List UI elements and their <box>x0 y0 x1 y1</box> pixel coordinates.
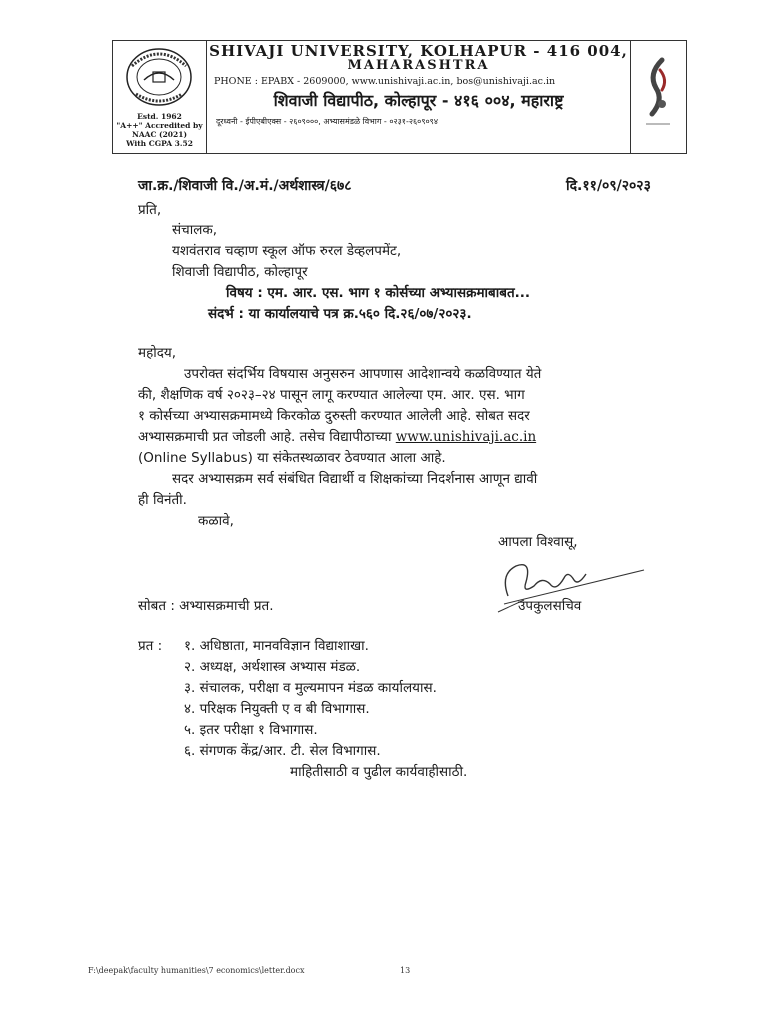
copy-item: ४. परिक्षक नियुक्ती ए व बी विभागास. <box>184 701 370 717</box>
file-path: F:\deepak\faculty humanities\7 economics\letter.docx <box>88 966 305 975</box>
university-contact: PHONE : EPABX - 2609000, www.unishivaji.ac.in, bos@unishivaji.ac.in <box>214 76 556 87</box>
enclosure: सोबत : अभ्यासक्रमाची प्रत. <box>138 598 274 614</box>
copy-item: ३. संचालक, परीक्षा व मुल्यमापन मंडळ कार्यालयास. <box>184 680 437 696</box>
closing: आपला विश्वासू, <box>498 534 578 550</box>
copy-item: ५. इतर परीक्षा १ विभागास. <box>184 722 318 738</box>
accreditation-line-1: "A++" Accredited by <box>116 121 203 130</box>
addressee-line-3: शिवाजी विद्यापीठ, कोल्हापूर <box>172 264 308 280</box>
university-contact-marathi: दूरध्वनी - ईपीएबीएक्स - २६०९०००, अभ्यासमंडळे विभाग - ०२३१-२६०९०९४ <box>216 117 438 126</box>
addressee-line-2: यशवंतराव चव्हाण स्कूल ऑफ रुरल डेव्हलपमेंट, <box>172 243 402 259</box>
page-number: 13 <box>400 966 411 975</box>
recipient-label: प्रति, <box>138 202 162 218</box>
body-line-4-text: अभ्यासक्रमाची प्रत जोडली आहे. तसेच विद्यापीठाच्या <box>138 429 392 445</box>
body-line-6: सदर अभ्यासक्रम सर्व संबंधित विद्यार्थी व शिक्षकांच्या निदर्शनास आणून द्यावी <box>172 471 538 487</box>
salutation: महोदय, <box>138 345 177 361</box>
establishment-info <box>112 112 207 148</box>
accreditation-line-3: With CGPA 3.52 <box>126 139 193 148</box>
university-state: MAHARASHTRA <box>347 58 490 73</box>
body-line-7: ही विनंती. <box>138 492 187 508</box>
university-seal-icon <box>124 46 194 108</box>
university-name-marathi: शिवाजी विद्यापीठ, कोल्हापूर - ४१६ ००४, महाराष्ट्र <box>273 91 564 110</box>
copy-item: १. अधिष्ठाता, मानवविज्ञान विद्याशाखा. <box>184 638 369 654</box>
body-line-3: १ कोर्सच्या अभ्यासक्रमामध्ये किरकोळ दुरुस्ती करण्यात आलेली आहे. सोबत सदर <box>138 408 530 424</box>
copy-label: प्रत : <box>138 638 163 654</box>
university-emblem-icon <box>640 56 676 128</box>
reference-number: जा.क्र./शिवाजी वि./अ.मं./अर्थशास्त्र/६७८ <box>138 178 352 194</box>
reference-line: संदर्भ : या कार्यालयाचे पत्र क्र.५६० दि.२६/०७/२०२३. <box>208 306 472 322</box>
body-line-2: की, शैक्षणिक वर्ष २०२३–२४ पासून लागू करण्यात आलेल्या एम. आर. एस. भाग <box>138 387 525 403</box>
kalave: कळावे, <box>198 513 234 529</box>
university-name: SHIVAJI UNIVERSITY, KOLHAPUR - 416 004, <box>209 42 628 60</box>
letter-date: दि.११/०९/२०२३ <box>566 178 651 194</box>
website-link[interactable]: www.unishivaji.ac.in <box>395 429 537 445</box>
addressee-line-1: संचालक, <box>172 222 218 238</box>
copies-note: माहितीसाठी व पुढील कार्यवाहीसाठी. <box>290 764 468 780</box>
copy-item: २. अध्यक्ष, अर्थशास्त्र अभ्यास मंडळ. <box>184 659 361 675</box>
body-line-5: (Online Syllabus) या संकेतस्थळावर ठेवण्यात आला आहे. <box>138 450 446 466</box>
estd-year: Estd. 1962 <box>137 112 182 121</box>
accreditation-line-2: NAAC (2021) <box>131 130 188 139</box>
subject-line: विषय : एम. आर. एस. भाग १ कोर्सच्या अभ्यासक्रमाबाबत... <box>226 285 531 301</box>
body-line-1: उपरोक्त संदर्भिय विषयास अनुसरुन आपणास आदेशान्वये कळविण्यात येते <box>184 366 542 382</box>
copy-item: ६. संगणक केंद्र/आर. टी. सेल विभागास. <box>184 743 381 759</box>
body-line-4 <box>138 427 536 445</box>
designation: उपकुलसचिव <box>518 598 582 614</box>
